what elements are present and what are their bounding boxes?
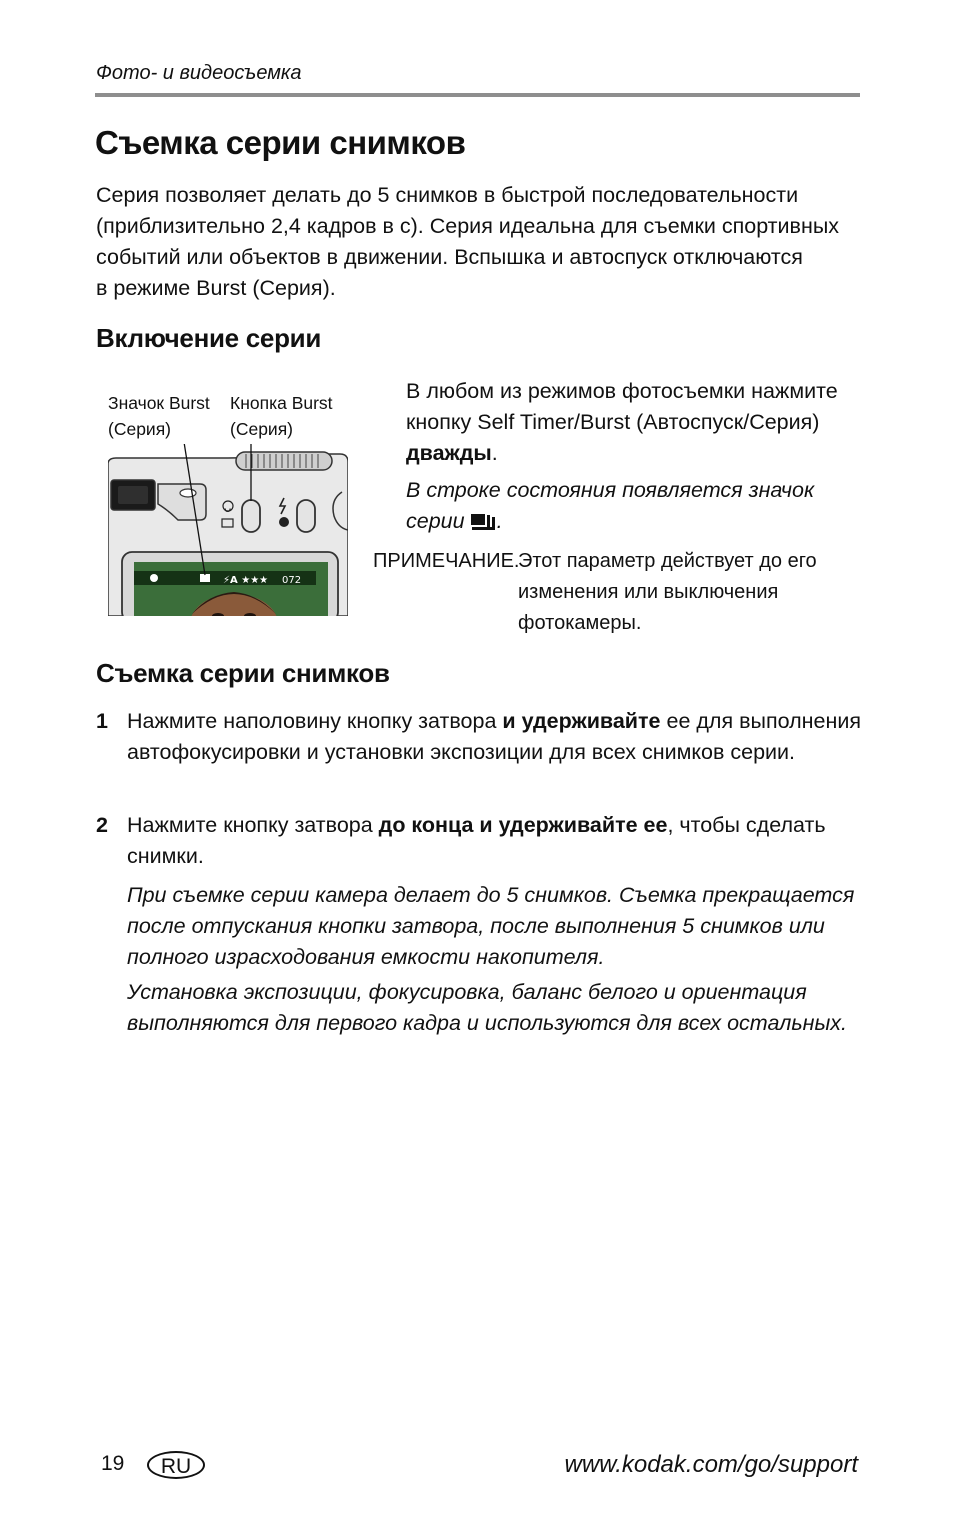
- intro-line: Серия позволяет делать до 5 снимков в быстрой последовательности: [96, 183, 799, 207]
- callout-line: (Серия): [108, 419, 172, 439]
- page-title: Съемка серии снимков: [95, 124, 466, 161]
- lcd-burst-icon: [200, 574, 210, 582]
- result-note: При съемке серии камера делает до 5 снимков. Съемка прекращается после отпускания кнопки затвора, после выполнения 5 снимков или полного израсходования емкости накопителя.: [127, 883, 855, 969]
- camera-illustration: [108, 444, 348, 616]
- step-text: [127, 706, 861, 768]
- step-part: Нажмите кнопку затвора: [127, 813, 379, 837]
- status-bar-note: [406, 475, 866, 537]
- burst-icon: [471, 511, 497, 531]
- step-part: Нажмите наполовину кнопку затвора: [127, 709, 503, 733]
- status-note-end: .: [496, 509, 503, 533]
- step-part: , чтобы сделать снимки.: [127, 813, 826, 868]
- intro-line: в режиме Burst (Серия).: [96, 276, 336, 300]
- step-2: [96, 810, 861, 872]
- instruction-end: .: [491, 441, 498, 465]
- instruction-text: [406, 376, 866, 469]
- note-text: Этот параметр действует до его изменения или выключения фотокамеры.: [518, 550, 817, 634]
- info-icon: [279, 517, 289, 527]
- intro-line: (приблизительно 2,4 кадров в с). Серия идеальна для съемки спортивных: [96, 214, 840, 238]
- language-badge: RU: [147, 1451, 205, 1479]
- step-part: ее для выполнения автофокусировки и установки экспозиции для всех снимков серии.: [127, 709, 861, 764]
- callout-line: Кнопка Burst: [230, 393, 333, 413]
- instruction-part: В любом из режимов фотосъемки нажмите кнопку Self Timer/Burst (Автоспуск/Серия): [406, 379, 838, 434]
- callout-burst-button: [230, 390, 333, 442]
- callout-line: (Серия): [230, 419, 294, 439]
- result-note: Установка экспозиции, фокусировка, баланс белого и ориентация выполняются для первого кадра и используются для всех остальных.: [127, 980, 847, 1035]
- support-url: www.kodak.com/go/support: [564, 1451, 858, 1478]
- callout-line: Значок Burst: [108, 393, 210, 413]
- step-1: [96, 706, 861, 768]
- header-rule: [95, 93, 860, 97]
- instruction-emphasis: дважды: [406, 441, 492, 465]
- self-timer-burst-button: [242, 500, 260, 532]
- page-number: 19: [101, 1452, 125, 1475]
- step-emphasis: и удерживайте: [502, 709, 661, 733]
- step-text: [127, 810, 861, 872]
- step-number: 1: [96, 709, 108, 733]
- section-heading-taking-burst: Съемка серии снимков: [96, 658, 390, 688]
- burst-instructions: [406, 376, 866, 543]
- intro-line: событий или объектов в движении. Вспышка и автоспуск отключаются: [96, 245, 803, 269]
- section-heading-enable-burst: Включение серии: [96, 323, 322, 353]
- lcd-counter: 072: [282, 575, 302, 586]
- step-number: 2: [96, 813, 108, 837]
- svg-text:⚡A ★★★: ⚡A ★★★: [223, 575, 269, 586]
- intro-paragraph: [96, 180, 866, 304]
- status-note-part: В строке состояния появляется значок серии: [406, 478, 815, 533]
- running-header: Фото- и видеосъемка: [96, 62, 302, 84]
- step-emphasis: до конца и удерживайте ее: [378, 813, 668, 837]
- note-label: ПРИМЕЧАНИЕ.: [373, 550, 520, 572]
- callout-burst-icon: [108, 390, 210, 442]
- flash-info-button: [297, 500, 315, 532]
- self-timer-icon: ᴗ: [224, 501, 232, 515]
